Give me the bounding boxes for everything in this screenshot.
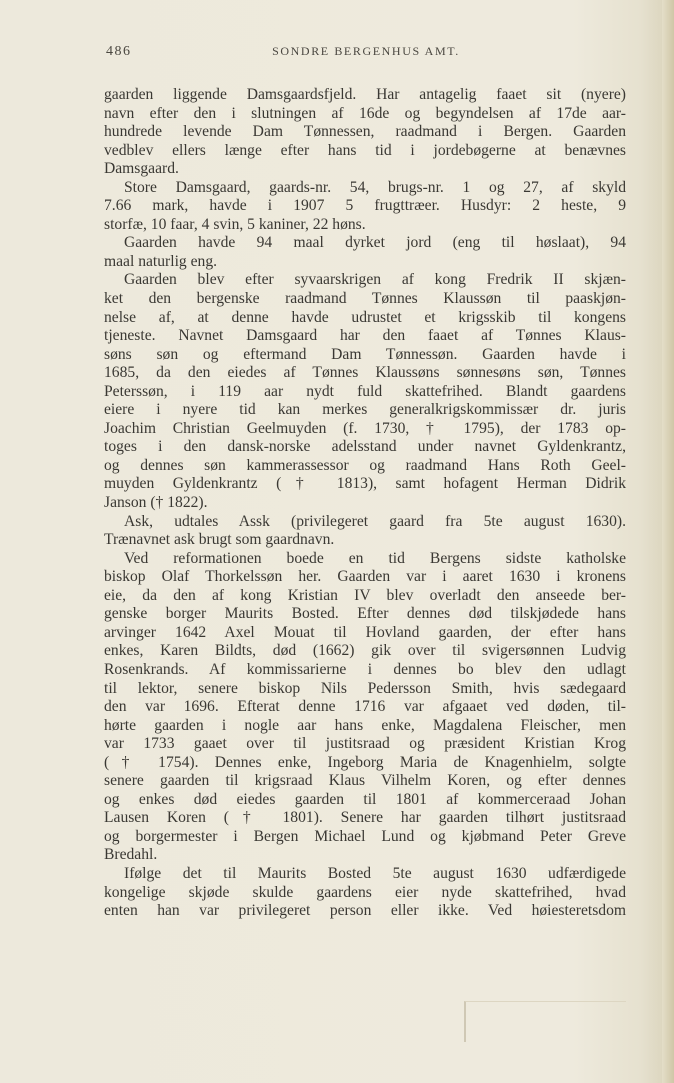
text-line: Ved reformationen boede en tid Bergens sidste katholske <box>124 549 626 567</box>
text-line: ket den bergenske raadmand Tønnes Klaussøn til paaskjøn- <box>104 290 626 308</box>
text-line: († 1754). Dennes enke, Ingeborg Maria de Knagenhielm, solgte <box>104 753 626 771</box>
text-line: toges i den dansk-norske adelsstand under navnet Gyldenkrantz, <box>104 438 626 456</box>
text-line: muyden Gyldenkrantz († 1813), samt hofagent Herman Didrik <box>104 475 626 493</box>
text-line: til lektor, senere biskop Nils Pedersson Smith, hvis sædegaard <box>104 679 626 697</box>
text-line: navn efter den i slutningen af 16de og begyndelsen af 17de aar- <box>104 104 626 122</box>
text-line: 7.66 mark, havde i 1907 5 frugttræer. Husdyr: 2 heste, 9 <box>104 197 626 215</box>
text-line: Lausen Koren († 1801). Senere har gaarden tilhørt justitsraad <box>104 809 626 827</box>
body-text <box>104 86 626 921</box>
text-line: Ifølge det til Maurits Bosted 5te august 1630 udfærdigede <box>124 864 626 882</box>
text-line: storfæ, 10 faar, 4 svin, 5 kaniner, 22 høns. <box>104 215 366 233</box>
text-line: kongelige skjøde skulde gaardens eier nyde skattefrihed, hvad <box>104 883 626 901</box>
text-line: Bredahl. <box>104 846 158 864</box>
text-line: Janson († 1822). <box>104 494 208 512</box>
text-line: enten han var privilegeret person eller ikke. Ved høiesteretsdom <box>104 902 626 920</box>
text-line: og enkes død eiedes gaarden til 1801 af kommerceraad Johan <box>104 790 626 808</box>
text-line: gaarden liggende Damsgaardsfjeld. Har antagelig faaet sit (nyere) <box>104 86 626 103</box>
text-line: Damsgaard. <box>104 160 179 178</box>
text-line: nelse af, at denne havde udrustet et krigsskib til kongens <box>104 308 626 326</box>
text-line: Gaarden blev efter syvaarskrigen af kong Fredrik II skjæn- <box>124 271 626 289</box>
text-line: maal naturlig eng. <box>104 252 218 270</box>
text-line: biskop Olaf Thorkelssøn her. Gaarden var i aaret 1630 i kronens <box>104 568 626 586</box>
text-line: Peterssøn, i 119 aar nydt fuld skattefrihed. Blandt gaardens <box>104 382 626 400</box>
text-line: var 1733 gaaet over til justitsraad og præsident Kristian Krog <box>104 735 626 753</box>
text-line: og dennes søn kammerassessor og raadmand Hans Roth Geel- <box>104 456 626 474</box>
text-line: Rosenkrands. Af kommissarierne i dennes bo blev den udlagt <box>104 660 626 678</box>
text-line: og borgermester i Bergen Michael Lund og kjøbmand Peter Greve <box>104 827 626 845</box>
text-line: hundrede levende Dam Tønnessen, raadmand i Bergen. Gaarden <box>104 123 626 141</box>
page-number: 486 <box>106 44 132 59</box>
library-stamp-mark <box>464 1001 626 1042</box>
text-line: Joachim Christian Geelmuyden (f. 1730, † 1795), der 1783 op- <box>104 419 626 437</box>
text-line: søns søn og eftermand Dam Tønnessøn. Gaarden havde i <box>104 345 626 363</box>
text-line: enkes, Karen Bildts, død (1662) gik over til svigersønnen Ludvig <box>104 642 626 660</box>
text-line: Gaarden havde 94 maal dyrket jord (eng til høslaat), 94 <box>124 234 626 252</box>
text-line: arvinger 1642 Axel Mouat til Hovland gaarden, der efter hans <box>104 623 626 641</box>
text-line: vedblev ellers længe efter hans tid i jordebøgerne at benævnes <box>104 141 626 159</box>
text-line: den var 1696. Efterat denne 1716 var afgaaet ved døden, til- <box>104 698 626 716</box>
text-line: eiere i nyere tid kan merkes generalkrigskommissær dr. juris <box>104 401 626 419</box>
text-line: Trænavnet ask brugt som gaardnavn. <box>104 531 335 549</box>
text-line: Ask, udtales Assk (privilegeret gaard fra 5te august 1630). <box>124 512 626 530</box>
running-title: SONDRE BERGENHUS AMT. <box>272 44 460 58</box>
page-edge <box>662 0 674 1083</box>
text-line: Store Damsgaard, gaards-nr. 54, brugs-nr. 1 og 27, af skyld <box>124 178 626 196</box>
text-line: 1685, da den eiedes af Tønnes Klaussøns sønnesøns søn, Tønnes <box>104 364 626 382</box>
page-header <box>106 44 626 64</box>
text-line: genske borger Maurits Bosted. Efter dennes død tilskjødede hans <box>104 605 626 623</box>
text-line: senere gaarden til krigsraad Klaus Vilhelm Koren, og efter dennes <box>104 772 626 790</box>
text-line: tjeneste. Navnet Damsgaard har den faaet af Tønnes Klaus- <box>104 327 626 345</box>
text-line: eie, da den af kong Kristian IV blev overladt den anseede ber- <box>104 586 626 604</box>
text-line: hørte gaarden i nogle aar hans enke, Magdalena Fleischer, men <box>104 716 626 734</box>
